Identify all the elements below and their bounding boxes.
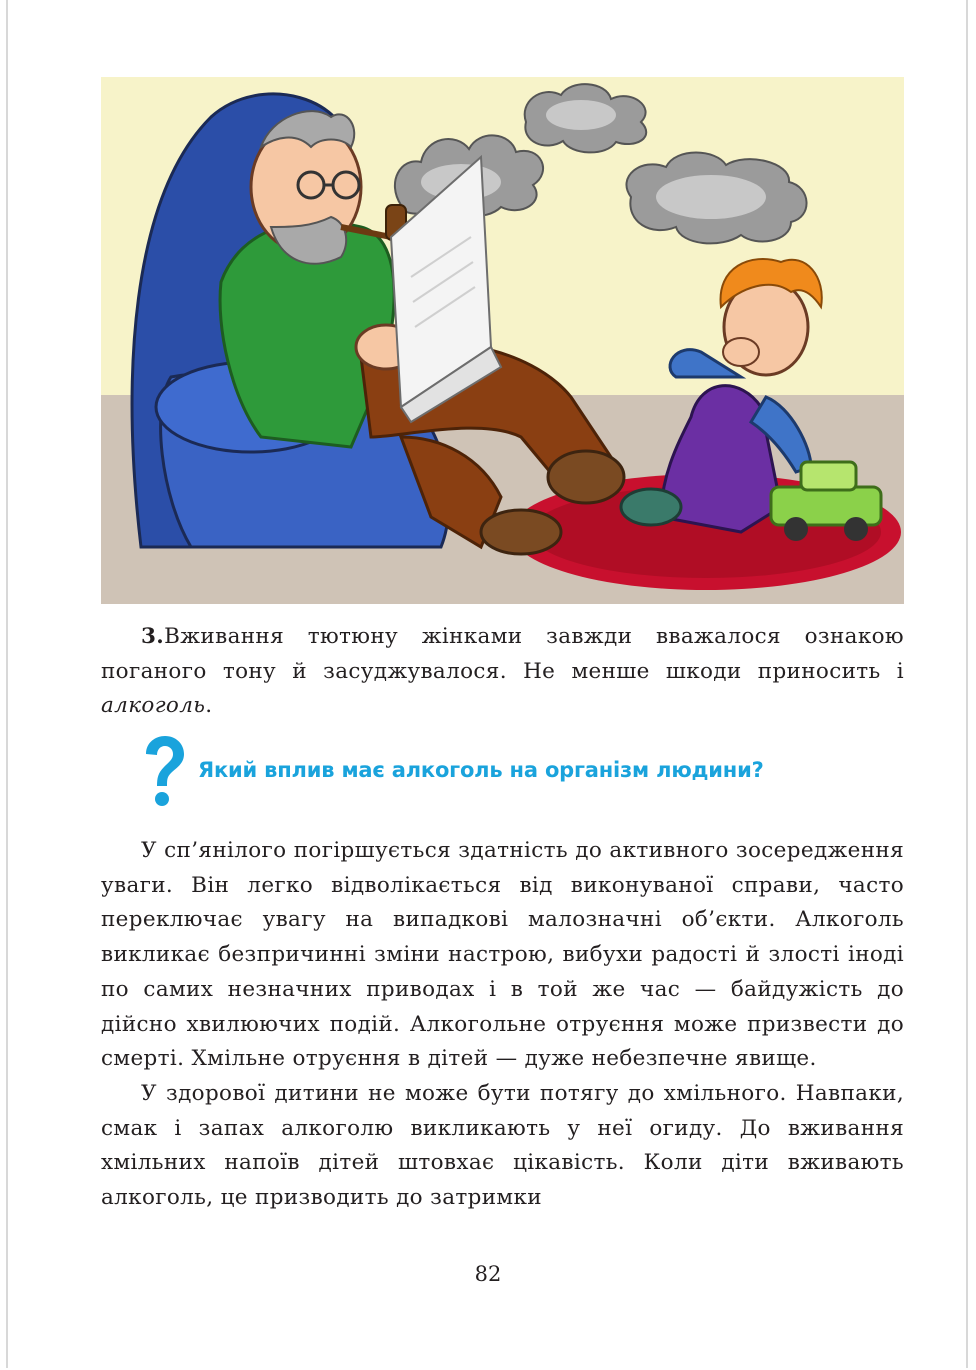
paragraph-end: . bbox=[205, 693, 213, 719]
illustration-smoking-grandfather bbox=[101, 77, 904, 604]
paragraph-3 bbox=[101, 620, 904, 724]
body-paragraph: У здорової дитини не може бути потягу до хмільного. Навпаки, смак і запах алкоголю викликають у неї огиду. До вживання хмільних напоїв дітей штовхає цікавість. Коли діти вживають алкоголь, це призводить до затримки bbox=[101, 1080, 904, 1211]
paragraph-number: 3. bbox=[141, 624, 165, 649]
paragraph-text: Вживання тютюну жінками завжди вважалося ознакою поганого тону й засуджувалося. Не менше шкоди приносить і bbox=[101, 624, 904, 684]
italic-term: алкоголь bbox=[101, 693, 206, 719]
question-text: Який вплив має алкоголь на організм людини? bbox=[198, 758, 764, 782]
question-block bbox=[140, 736, 900, 808]
body-paragraph: У сп’янілого погіршується здатність до активного зосередження уваги. Він легко відволікається від виконуваної справи, часто переключає увагу на випадкові малозначні об’єкти. Алкоголь викликає безпричинні зміни настрою, вибухи радості й злості іноді по самих незначних приводах і в той же час — байдужість до дійсно хвилюючих подій. Алкогольне отруєння може призвести до смерті. Хмільне отруєння в дітей — дуже небезпечне явище. bbox=[101, 838, 904, 1072]
body-text bbox=[101, 834, 904, 1216]
page-number: 82 bbox=[474, 1262, 502, 1286]
question-mark-icon bbox=[140, 736, 186, 808]
